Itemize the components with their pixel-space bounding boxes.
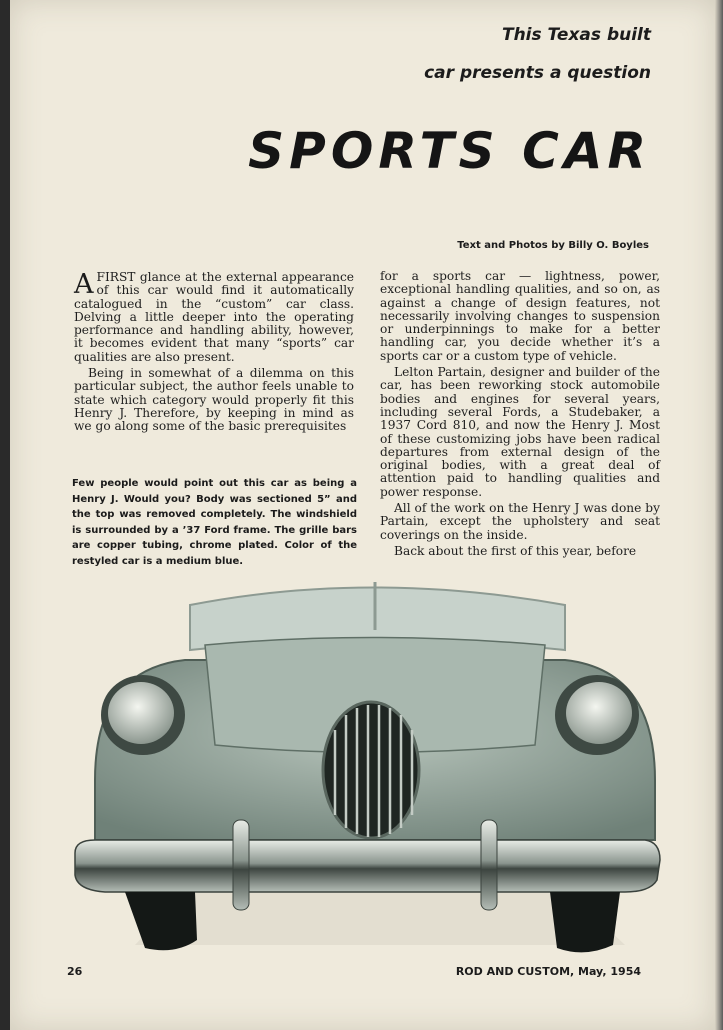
drop-cap: A [74,269,94,300]
paragraph [74,271,354,364]
kicker-line-1: This Texas built [501,25,651,45]
paragraph: for a sports car — lightness, power, exceptional handling qualities, and so on, as against a change of design features, not necessarily involving changes to suspension or underpinnings to make for a better handling car, you decide whether it’s a sports car or a custom type of vehicle. [380,269,660,363]
page-number: 26 [67,965,83,978]
paragraph: Being in somewhat of a dilemma on this particular subject, the author feels unable to state which category would properly fit this Henry J. Therefore, by keeping in mind as we go along some of the basic prerequisites [74,366,354,434]
tire-right [550,892,620,952]
byline: Text and Photos by Billy O. Boyles [457,240,649,251]
bumper-guard-left [233,820,249,910]
paragraph-text: FIRST glance at the external appearance of this car would find it automatically catalogued in the “custom” car class. Delving a little deeper into the operating performance and handling ability, however, it becomes evident that many “sports” car qualities are also present. [74,270,354,364]
magazine-credit: ROD AND CUSTOM, May, 1954 [455,965,641,978]
adjacent-page-edge [715,0,723,1030]
kicker-line-2: car presents a question [424,63,651,83]
paragraph: Back about the first of this year, before [394,543,637,558]
article-column-2 [380,270,660,558]
tire-left [125,892,197,950]
paragraph: All of the work on the Henry J was done by Partain, except the upholstery and seat coverings on the inside. [380,501,660,542]
photo-caption: Few people would point out this car as being a Henry J. Would you? Body was sectioned 5” and the top was removed completely. The windshield is surrounded by a ’37 Ford frame. The grille bars are copper tubing, chrome plated. Color of the restyled car is a medium blue. [72,478,357,567]
headlight-left-icon [108,682,174,744]
bumper-guard-right [481,820,497,910]
article-title: SPORTS CAR [248,122,651,180]
paragraph: Lelton Partain, designer and builder of the car, has been reworking stock automobile bodies and engines for several years, including several Fords, a Studebaker, a 1937 Cord 810, and now the Henry J. Most of these customizing jobs have been radical departures from external design of the original bodies, with a great deal of attention paid to handling qualities and power response. [380,365,660,499]
front-bumper [75,840,660,892]
grille [323,702,419,838]
article-column-1 [74,271,354,434]
magazine-page [10,0,715,1030]
car-photo [65,570,675,965]
headlight-right-icon [566,682,632,744]
